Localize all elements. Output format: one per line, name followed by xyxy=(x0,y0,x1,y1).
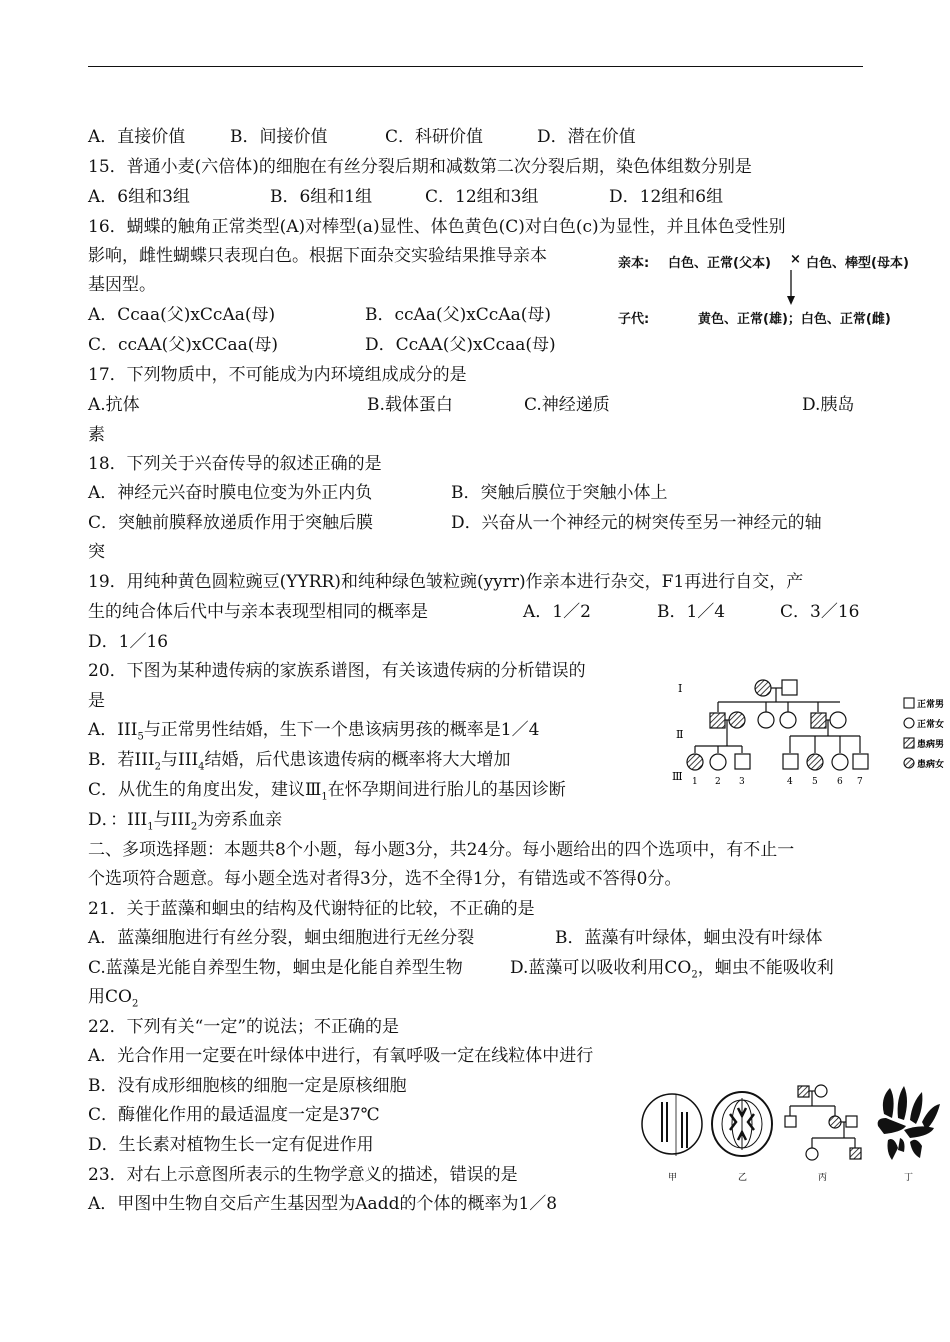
q17-option-b: B.载体蛋白 xyxy=(367,395,453,415)
pedigree-normal-male-icon xyxy=(735,754,750,769)
q16-stem-line1: 16．蝴蝶的触角正常类型(A)对棒型(a)显性、体色黄色(C)对白色(c)为显性，并且体色受性别 xyxy=(88,217,786,237)
q23-option-a: A．甲图中生物自交后产生基因型为Aadd的个体的概率为1／8 xyxy=(88,1194,558,1214)
down-arrow-icon xyxy=(786,270,796,306)
pedigree-num-6: 6 xyxy=(837,777,843,787)
cross-father: 白色、正常(父本) xyxy=(668,256,771,271)
cross-symbol: × xyxy=(790,252,801,267)
pedigree-num-2: 2 xyxy=(715,777,721,787)
q21-option-d: D.蓝藻可以吸收利用$CO_2$，蛔虫不能吸收利 xyxy=(510,958,834,981)
q20-stem-line1: 20．下图为某种遗传病的家族系谱图，有关该遗传病的分析错误的 xyxy=(88,661,586,681)
q22-option-d: D．生长素对植物生长一定有促进作用 xyxy=(88,1135,374,1155)
q21-option-d-wrap: 用$CO_2$ xyxy=(88,987,139,1010)
pedigree-normal-male-icon xyxy=(782,680,797,695)
q21-stem: 21．关于蓝藻和蛔虫的结构及代谢特征的比较，不正确的是 xyxy=(88,899,535,919)
pedigree-affected-female-icon xyxy=(687,754,703,770)
q18-option-d-wrap: 突 xyxy=(88,542,105,562)
q19-option-c: C．3／16 xyxy=(780,602,860,622)
q14-option-a: A．直接价值 xyxy=(88,127,186,147)
q15-option-d: D．12组和6组 xyxy=(609,187,724,207)
pedigree-normal-female-icon xyxy=(780,712,796,728)
legend-affected-female: 患病女 xyxy=(917,760,945,770)
q16-option-b: B．ccAa(父)xCcAa(母) xyxy=(365,305,552,325)
header-rule xyxy=(88,66,863,67)
q21-option-b: B．蓝藻有叶绿体，蛔虫没有叶绿体 xyxy=(555,928,823,948)
q19-option-d: D．1／16 xyxy=(88,632,169,652)
cross-diagram xyxy=(618,248,918,328)
q14-option-c: C．科研价值 xyxy=(385,127,484,147)
section2-line1: 二、多项选择题：本题共8个小题，每小题3分，共24分。每小题给出的四个选项中，有不止一 xyxy=(88,840,795,860)
pedigree-normal-female-icon xyxy=(830,712,846,728)
q18-option-a: A．神经元兴奋时膜电位变为外正内负 xyxy=(88,483,373,503)
cell-yi-figure xyxy=(712,1092,772,1156)
q20-option-c: C．从优生的角度出发，建议$Ⅲ_1$在怀孕期间进行胎儿的基因诊断 xyxy=(88,780,566,803)
cross-parent-label: 亲本: xyxy=(618,256,650,271)
pedigree-normal-male-icon xyxy=(783,754,798,769)
pedigree-affected-male-icon xyxy=(811,713,826,728)
legend-normal-male: 正常男 xyxy=(917,700,945,710)
pedigree-num-7: 7 xyxy=(857,777,863,787)
pedigree-num-3: 3 xyxy=(739,777,745,787)
pedigree-num-1: 1 xyxy=(692,777,698,787)
chromosome-ding-figure xyxy=(878,1086,940,1160)
fig-label-jia: 甲 xyxy=(668,1173,678,1183)
pedigree-normal-female-icon xyxy=(758,712,774,728)
fig-label-yi: 乙 xyxy=(738,1173,748,1183)
fig-label-bing: 丙 xyxy=(818,1173,828,1183)
q16-stem-line3: 基因型。 xyxy=(88,275,156,295)
q20-stem-line2: 是 xyxy=(88,691,105,711)
q20-option-a: A．$III_5$与正常男性结婚，生下一个患该病男孩的概率是1／4 xyxy=(88,720,540,743)
legend-affected-male: 患病男 xyxy=(917,740,945,750)
cross-mother: 白色、棒型(母本) xyxy=(806,256,909,271)
cross-offspring-label: 子代: xyxy=(618,312,650,327)
pedigree-affected-male-icon xyxy=(710,713,725,728)
q22-stem: 22．下列有关“一定”的说法；不正确的是 xyxy=(88,1017,400,1037)
pedigree-normal-female-icon xyxy=(832,754,848,770)
q18-stem: 18．下列关于兴奋传导的叙述正确的是 xyxy=(88,454,382,474)
pedigree-num-5: 5 xyxy=(812,777,818,787)
gen-label-2: Ⅱ xyxy=(676,728,684,741)
gen-label-3: Ⅲ xyxy=(672,770,683,783)
q23-figures xyxy=(640,1078,940,1190)
q17-option-d: D.胰岛 xyxy=(802,395,855,415)
q17-option-a: A.抗体 xyxy=(88,395,140,415)
q22-option-c: C．酶催化作用的最适温度一定是37℃ xyxy=(88,1105,380,1125)
pedigree-affected-female-icon xyxy=(729,712,745,728)
pedigree-num-4: 4 xyxy=(787,777,793,787)
q22-option-a: A．光合作用一定要在叶绿体中进行，有氧呼吸一定在线粒体中进行 xyxy=(88,1046,594,1066)
q18-option-d: D．兴奋从一个神经元的树突传至另一神经元的轴 xyxy=(451,513,822,533)
q16-stem-line2: 影响，雌性蝴蝶只表现白色。根据下面杂交实验结果推导亲本 xyxy=(88,246,547,266)
q15-option-c: C．12组和3组 xyxy=(425,187,539,207)
pedigree-chart xyxy=(670,672,950,800)
q15-stem: 15．普通小麦(六倍体)的细胞在有丝分裂后期和减数第二次分裂后期，染色体组数分别是 xyxy=(88,157,752,177)
pedigree-affected-female-icon xyxy=(755,680,771,696)
q16-option-d: D．CcAA(父)xCcaa(母) xyxy=(365,335,556,355)
q22-option-b: B．没有成形细胞核的细胞一定是原核细胞 xyxy=(88,1076,407,1096)
legend-normal-female: 正常女 xyxy=(917,720,945,730)
cross-offspring: 黄色、正常(雄)；白色、正常(雌) xyxy=(698,312,891,327)
pedigree-affected-female-icon xyxy=(807,754,823,770)
q18-option-b: B．突触后膜位于突触小体上 xyxy=(451,483,668,503)
q19-option-b: B．1／4 xyxy=(657,602,726,622)
q18-option-c: C．突触前膜释放递质作用于突触后膜 xyxy=(88,513,374,533)
q19-line2: 生的纯合体后代中与亲本表现型相同的概率是 xyxy=(88,602,428,622)
q15-option-b: B．6组和1组 xyxy=(270,187,373,207)
q21-option-c: C.蓝藻是光能自养型生物，蛔虫是化能自养型生物 xyxy=(88,958,463,978)
q16-option-a: A．Ccaa(父)xCcAa(母) xyxy=(88,305,276,325)
q14-option-b: B．间接价值 xyxy=(230,127,328,147)
fig-label-ding: 丁 xyxy=(904,1173,914,1183)
q17-option-c: C.神经递质 xyxy=(524,395,610,415)
q16-option-c: C．ccAA(父)xCCaa(母) xyxy=(88,335,279,355)
q17-option-d-wrap: 素 xyxy=(88,425,105,445)
q23-stem: 23．对右上示意图所表示的生物学意义的描述，错误的是 xyxy=(88,1165,518,1185)
q19-line1: 19．用纯种黄色圆粒豌豆(YYRR)和纯种绿色皱粒豌(yyrr)作亲本进行杂交，F1再进行自交，产 xyxy=(88,572,804,592)
q19-option-a: A．1／2 xyxy=(523,602,591,622)
q21-option-a: A．蓝藻细胞进行有丝分裂，蛔虫细胞进行无丝分裂 xyxy=(88,928,475,948)
pedigree-normal-male-icon xyxy=(853,754,868,769)
q15-option-a: A．6组和3组 xyxy=(88,187,190,207)
q17-stem: 17．下列物质中，不可能成为内环境组成成分的是 xyxy=(88,365,467,385)
gen-label-1: I xyxy=(678,682,683,695)
q14-option-d: D．潜在价值 xyxy=(537,127,636,147)
pedigree-bing-figure xyxy=(785,1085,861,1160)
section2-line2: 个选项符合题意。每小题全选对者得3分，选不全得1分，有错选或不答得0分。 xyxy=(88,869,682,889)
pedigree-normal-female-icon xyxy=(710,754,726,770)
cell-jia-figure xyxy=(642,1094,702,1156)
q20-option-d: D．：$III_1$与$III_2$为旁系血亲 xyxy=(88,810,283,833)
q20-option-b: B．若$III_2$与$III_4$结婚，后代患该遗传病的概率将大大增加 xyxy=(88,750,511,773)
